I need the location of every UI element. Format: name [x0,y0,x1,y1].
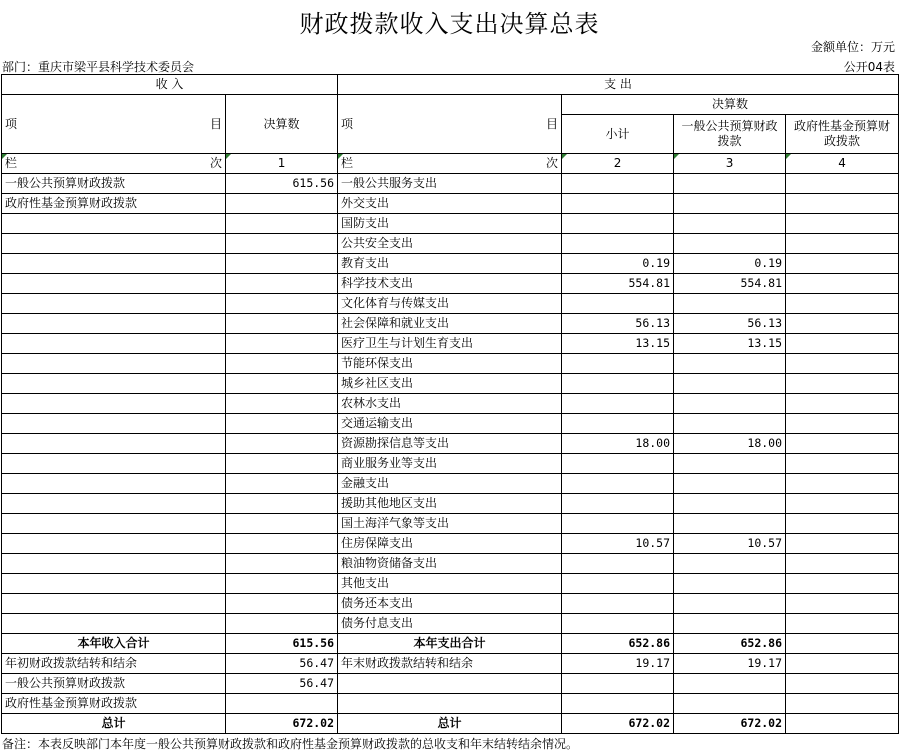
expense-item: 医疗卫生与计划生育支出 [338,334,562,354]
table-row [2,254,899,274]
income-item [2,254,226,274]
gov-fund-value [786,554,899,574]
table-row [2,454,899,474]
subtotal-value [562,574,674,594]
subtotal-value [562,614,674,634]
subtotal-value [562,394,674,414]
general-budget-value: 0.19 [674,254,786,274]
table-row [2,594,899,614]
expense-item: 国防支出 [338,214,562,234]
grand-total-income-value: 672.02 [226,714,338,734]
grand-total-income-label: 总计 [2,714,226,734]
gov-fund-value [786,214,899,234]
table-row [2,534,899,554]
income-value [226,214,338,234]
income-value [226,194,338,214]
table-row [2,514,899,534]
expense-item: 国土海洋气象等支出 [338,514,562,534]
subtotal-value [562,414,674,434]
income-item-header: 项 目 [2,95,226,154]
income-total-label: 本年收入合计 [2,634,226,654]
expense-item [338,674,562,694]
income-total-value: 615.56 [226,634,338,654]
expense-item: 文化体育与传媒支出 [338,294,562,314]
income-item [2,234,226,254]
general-budget-value: 18.00 [674,434,786,454]
income-value [226,234,338,254]
income-value [226,354,338,374]
income-value [226,454,338,474]
gov-fund-value [786,674,899,694]
table-row [2,414,899,434]
expense-item: 资源勘探信息等支出 [338,434,562,454]
income-value [226,254,338,274]
subtotal-value: 18.00 [562,434,674,454]
column-header-row-1 [2,95,899,115]
expense-item: 粮油物资储备支出 [338,554,562,574]
income-value [226,534,338,554]
income-item [2,454,226,474]
general-budget-value: 554.81 [674,274,786,294]
gov-fund-value [786,194,899,214]
grand-total-fund-value [786,714,899,734]
income-value [226,574,338,594]
table-row [2,234,899,254]
income-value [226,294,338,314]
general-budget-value [674,694,786,714]
income-item: 年初财政拨款结转和结余 [2,654,226,674]
income-item [2,374,226,394]
subtotal-value [562,374,674,394]
income-value [226,274,338,294]
expense-item: 金融支出 [338,474,562,494]
report-title: 财政拨款收入支出决算总表 [299,10,600,38]
general-budget-value [674,414,786,434]
income-item [2,594,226,614]
table-row [2,494,899,514]
subtotal-value [562,174,674,194]
expense-item: 教育支出 [338,254,562,274]
expense-item: 社会保障和就业支出 [338,314,562,334]
income-col-label: 栏 次 [2,154,226,174]
table-row [2,334,899,354]
grand-total-subtotal-value: 672.02 [562,714,674,734]
general-budget-value [674,354,786,374]
amount-unit: 金额单位：万元 [810,40,895,54]
expense-item: 外交支出 [338,194,562,214]
section-header-row [2,75,899,95]
general-budget-value [674,294,786,314]
income-item: 政府性基金预算财政拨款 [2,694,226,714]
grand-total-row [2,714,899,734]
col-index-1: 1 [226,154,338,174]
expense-item: 科学技术支出 [338,274,562,294]
gov-fund-value [786,594,899,614]
gov-fund-value [786,254,899,274]
expense-item: 其他支出 [338,574,562,594]
expense-item: 住房保障支出 [338,534,562,554]
general-budget-value [674,194,786,214]
expense-item: 年末财政拨款结转和结余 [338,654,562,674]
gov-fund-value [786,294,899,314]
table-row [2,354,899,374]
grand-total-expense-label: 总计 [338,714,562,734]
income-value [226,394,338,414]
subtotal-value [562,194,674,214]
subtotal-value [562,514,674,534]
table-row [2,194,899,214]
subtotal-value [562,474,674,494]
income-item [2,474,226,494]
general-budget-value [674,454,786,474]
general-budget-value: 19.17 [674,654,786,674]
col-index-3: 3 [674,154,786,174]
table-row [2,314,899,334]
general-budget-value: 13.15 [674,334,786,354]
income-value [226,334,338,354]
income-value [226,414,338,434]
subtotal-value: 554.81 [562,274,674,294]
general-budget-value [674,554,786,574]
gov-fund-value [786,234,899,254]
subtotal-value [562,594,674,614]
form-code: 公开04表 [843,60,895,74]
carryover-row [2,674,899,694]
subtotal-value [562,354,674,374]
expense-item: 债务还本支出 [338,594,562,614]
expense-section-header: 支 出 [338,75,899,95]
income-item: 一般公共预算财政拨款 [2,674,226,694]
final-amount-group-header: 决算数 [562,95,899,115]
subtotal-value: 10.57 [562,534,674,554]
gov-fund-value [786,394,899,414]
general-budget-header: 一般公共预算财政拨款 [674,115,786,154]
annual-total-row [2,634,899,654]
expense-item: 债务付息支出 [338,614,562,634]
income-final-amount-header: 决算数 [226,95,338,154]
income-value [226,614,338,634]
gov-fund-value [786,514,899,534]
income-value [226,594,338,614]
table-row [2,214,899,234]
income-value [226,314,338,334]
income-item [2,494,226,514]
expense-item [338,694,562,714]
gov-fund-value [786,414,899,434]
income-item: 一般公共预算财政拨款 [2,174,226,194]
expense-item: 援助其他地区支出 [338,494,562,514]
gov-fund-value [786,494,899,514]
expense-item-header: 项 目 [338,95,562,154]
subtotal-value [562,234,674,254]
general-budget-value [674,234,786,254]
income-item [2,514,226,534]
income-item [2,314,226,334]
income-value [226,374,338,394]
gov-fund-value [786,274,899,294]
gov-fund-value [786,354,899,374]
income-item [2,214,226,234]
income-item [2,294,226,314]
income-value [226,434,338,454]
carryover-row [2,654,899,674]
income-value [226,474,338,494]
table-row [2,574,899,594]
general-budget-value: 10.57 [674,534,786,554]
expense-item: 城乡社区支出 [338,374,562,394]
gov-fund-value [786,174,899,194]
general-budget-value [674,174,786,194]
gov-fund-header: 政府性基金预算财政拨款 [786,115,899,154]
subtotal-value: 19.17 [562,654,674,674]
income-item: 政府性基金预算财政拨款 [2,194,226,214]
general-budget-value [674,474,786,494]
table-row [2,554,899,574]
subtotal-value: 56.13 [562,314,674,334]
gov-fund-value [786,694,899,714]
carryover-row [2,694,899,714]
expense-item: 一般公共服务支出 [338,174,562,194]
grand-total-general-value: 672.02 [674,714,786,734]
income-item [2,554,226,574]
footnote: 备注：本表反映部门本年度一般公共预算财政拨款和政府性基金预算财政拨款的总收支和年末结转结余情况。 [2,737,579,751]
income-item [2,354,226,374]
gov-fund-value [786,334,899,354]
table-row [2,614,899,634]
income-value: 615.56 [226,174,338,194]
general-budget-value [674,614,786,634]
expense-item: 农林水支出 [338,394,562,414]
subtotal-value [562,494,674,514]
subtotal-value [562,214,674,234]
expense-total-label: 本年支出合计 [338,634,562,654]
income-item [2,434,226,454]
general-budget-value [674,214,786,234]
table-row [2,394,899,414]
income-item [2,274,226,294]
subtotal-value [562,554,674,574]
column-index-row [2,154,899,174]
table-row [2,294,899,314]
general-budget-value [674,574,786,594]
subtotal-value: 0.19 [562,254,674,274]
expense-item: 交通运输支出 [338,414,562,434]
table-row [2,474,899,494]
gov-fund-value [786,454,899,474]
income-value: 56.47 [226,674,338,694]
income-item [2,534,226,554]
income-value [226,494,338,514]
income-item [2,394,226,414]
general-budget-value [674,494,786,514]
gov-fund-total-value [786,634,899,654]
income-item [2,334,226,354]
income-section-header: 收 入 [2,75,338,95]
income-value [226,694,338,714]
income-value [226,514,338,534]
general-budget-total-value: 652.86 [674,634,786,654]
general-budget-value: 56.13 [674,314,786,334]
table-row [2,174,899,194]
income-item [2,574,226,594]
income-value [226,554,338,574]
department-label: 部门：重庆市梁平县科学技术委员会 [2,60,195,74]
expense-item: 节能环保支出 [338,354,562,374]
col-index-4: 4 [786,154,899,174]
gov-fund-value [786,614,899,634]
gov-fund-value [786,534,899,554]
subtotal-value [562,454,674,474]
table-row [2,434,899,454]
general-budget-value [674,374,786,394]
subtotal-value [562,294,674,314]
subtotal-total-value: 652.86 [562,634,674,654]
expense-item: 商业服务业等支出 [338,454,562,474]
subtotal-header: 小计 [562,115,674,154]
gov-fund-value [786,434,899,454]
income-item [2,414,226,434]
expense-item: 公共安全支出 [338,234,562,254]
col-index-2: 2 [562,154,674,174]
gov-fund-value [786,474,899,494]
income-value: 56.47 [226,654,338,674]
gov-fund-value [786,574,899,594]
general-budget-value [674,594,786,614]
income-item [2,614,226,634]
gov-fund-value [786,314,899,334]
gov-fund-value [786,654,899,674]
general-budget-value [674,514,786,534]
fiscal-summary-table [1,74,899,734]
subtotal-value [562,694,674,714]
table-row [2,374,899,394]
gov-fund-value [786,374,899,394]
general-budget-value [674,394,786,414]
subtotal-value [562,674,674,694]
general-budget-value [674,674,786,694]
subtotal-value: 13.15 [562,334,674,354]
expense-col-label: 栏 次 [338,154,562,174]
table-row [2,274,899,294]
